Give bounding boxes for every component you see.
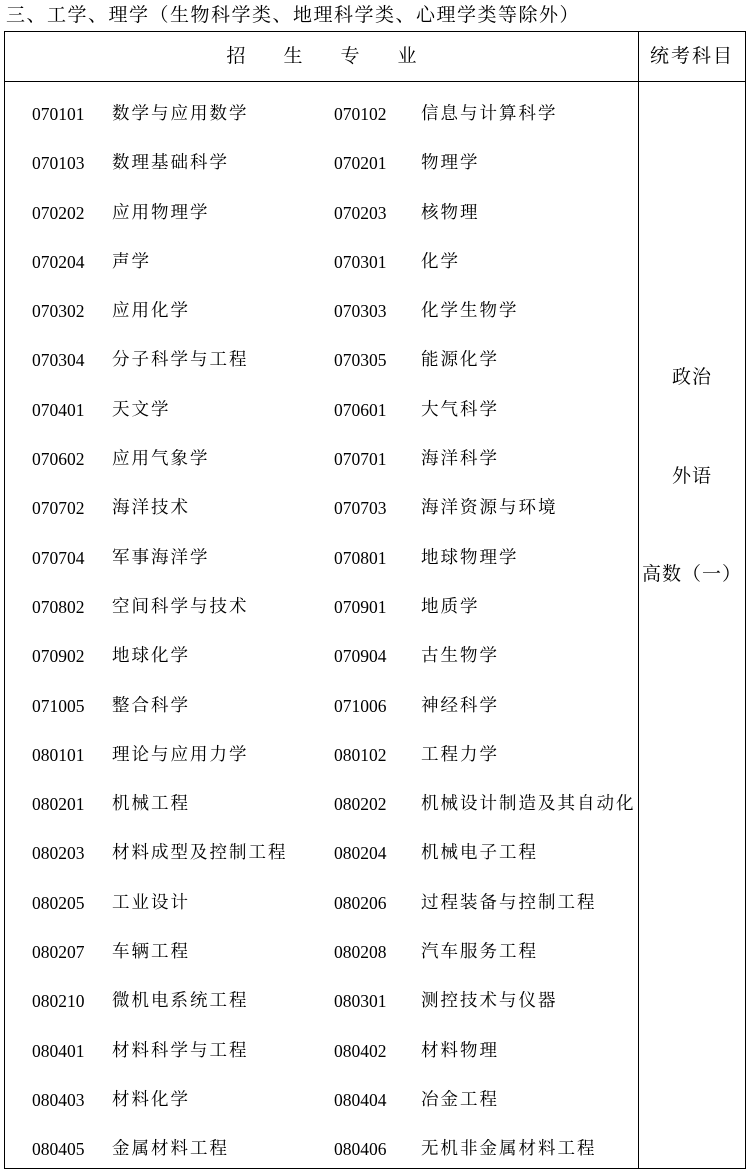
major-code: 080401 <box>32 1040 85 1061</box>
major-name: 无机非金属材料工程 <box>421 1139 597 1160</box>
major-name: 冶金工程 <box>421 1089 499 1110</box>
major-code: 070303 <box>334 301 387 322</box>
major-name: 应用物理学 <box>112 202 210 223</box>
major-name: 物理学 <box>421 153 480 174</box>
major-code: 080210 <box>32 991 85 1012</box>
exam-subjects <box>639 354 745 650</box>
major-code: 070202 <box>32 202 85 223</box>
major-name: 信息与计算科学 <box>421 104 558 124</box>
header-divider <box>5 81 745 82</box>
major-name: 地质学 <box>421 596 480 617</box>
major-name: 地球物理学 <box>421 547 519 568</box>
major-code: 071005 <box>32 695 85 716</box>
major-code: 080204 <box>334 843 387 864</box>
major-name: 能源化学 <box>421 350 499 371</box>
major-code: 070901 <box>334 596 387 617</box>
major-name: 神经科学 <box>421 695 499 716</box>
major-code: 080202 <box>334 794 387 815</box>
major-name: 车辆工程 <box>112 942 190 963</box>
header-major-label: 招生专业 <box>226 45 455 67</box>
major-code: 070301 <box>334 251 387 272</box>
major-code: 070701 <box>334 449 387 470</box>
major-code: 070305 <box>334 350 387 371</box>
major-code: 080101 <box>32 744 85 765</box>
major-code: 080404 <box>334 1089 387 1110</box>
table-row <box>5 977 638 1026</box>
table-row <box>5 90 638 139</box>
table-row <box>5 829 638 878</box>
table-row <box>5 189 638 238</box>
table-row <box>5 435 638 484</box>
major-code: 070704 <box>32 547 85 568</box>
table-row <box>5 386 638 435</box>
major-code: 080402 <box>334 1040 387 1061</box>
major-name: 金属材料工程 <box>112 1139 229 1160</box>
major-code: 080406 <box>334 1139 387 1160</box>
major-code: 070601 <box>334 399 387 420</box>
majors-list <box>5 90 638 1175</box>
major-code: 070102 <box>334 104 387 124</box>
major-name: 海洋技术 <box>112 498 190 519</box>
major-name: 应用气象学 <box>112 449 210 470</box>
major-code: 070904 <box>334 646 387 667</box>
major-code: 070302 <box>32 301 85 322</box>
table-row <box>5 1125 638 1174</box>
major-code: 080405 <box>32 1139 85 1160</box>
major-name: 化学 <box>421 251 460 272</box>
major-code: 080403 <box>32 1089 85 1110</box>
major-code: 080301 <box>334 991 387 1012</box>
major-name: 海洋科学 <box>421 449 499 470</box>
major-code: 070802 <box>32 596 85 617</box>
major-code: 080206 <box>334 892 387 913</box>
major-name: 理论与应用力学 <box>112 744 249 765</box>
table-row <box>5 534 638 583</box>
table-row <box>5 1076 638 1125</box>
major-name: 材料物理 <box>421 1040 499 1061</box>
major-code: 070702 <box>32 498 85 519</box>
table-row <box>5 682 638 731</box>
major-code: 070201 <box>334 153 387 174</box>
table-row <box>5 484 638 533</box>
major-name: 数理基础科学 <box>112 153 229 174</box>
table-row <box>5 336 638 385</box>
major-name: 海洋资源与环境 <box>421 498 558 519</box>
major-code: 080207 <box>32 942 85 963</box>
major-code: 080205 <box>32 892 85 913</box>
major-name: 微机电系统工程 <box>112 991 249 1012</box>
major-code: 070304 <box>32 350 85 371</box>
major-name: 机械设计制造及其自动化 <box>421 794 636 815</box>
header-exam: 统考科目 <box>649 45 734 67</box>
major-code: 080208 <box>334 942 387 963</box>
majors-table <box>4 31 746 1169</box>
major-name: 测控技术与仪器 <box>421 991 558 1012</box>
major-code: 070203 <box>334 202 387 223</box>
major-code: 080102 <box>334 744 387 765</box>
table-row <box>5 287 638 336</box>
major-code: 070103 <box>32 153 85 174</box>
exam-subject-math: 高数（一） <box>641 563 742 585</box>
major-name: 核物理 <box>421 202 480 223</box>
major-name: 整合科学 <box>112 695 190 716</box>
major-code: 070703 <box>334 498 387 519</box>
major-code: 070801 <box>334 547 387 568</box>
major-code: 070902 <box>32 646 85 667</box>
major-name: 分子科学与工程 <box>112 350 249 371</box>
major-name: 机械电子工程 <box>421 843 538 864</box>
major-name: 材料成型及控制工程 <box>112 843 288 864</box>
major-name: 过程装备与控制工程 <box>421 892 597 913</box>
major-code: 071006 <box>334 695 387 716</box>
major-name: 大气科学 <box>421 399 499 420</box>
table-row <box>5 879 638 928</box>
major-name: 天文学 <box>112 399 171 420</box>
header-major <box>5 32 638 81</box>
major-code: 070204 <box>32 251 85 272</box>
table-row <box>5 139 638 188</box>
table-row <box>5 238 638 287</box>
section-title: 三、工学、理学（生物科学类、地理科学类、心理学类等除外） <box>6 4 581 26</box>
major-name: 化学生物学 <box>421 301 519 322</box>
major-name: 地球化学 <box>112 646 190 667</box>
major-code: 080201 <box>32 794 85 815</box>
major-code: 080203 <box>32 843 85 864</box>
major-name: 工程力学 <box>421 744 499 765</box>
table-row <box>5 583 638 632</box>
major-name: 声学 <box>112 251 151 272</box>
major-name: 军事海洋学 <box>112 547 210 568</box>
table-row <box>5 780 638 829</box>
table-row <box>5 1027 638 1076</box>
exam-subject-foreign-language: 外语 <box>671 464 712 487</box>
major-name: 数学与应用数学 <box>112 104 249 124</box>
major-name: 材料科学与工程 <box>112 1040 249 1061</box>
major-name: 机械工程 <box>112 794 190 815</box>
major-name: 古生物学 <box>421 646 499 667</box>
major-name: 空间科学与技术 <box>112 596 249 617</box>
table-row <box>5 928 638 977</box>
major-code: 070101 <box>32 104 85 124</box>
major-code: 070401 <box>32 399 85 420</box>
exam-subject-politics: 政治 <box>671 366 712 388</box>
major-name: 应用化学 <box>112 301 190 322</box>
table-row <box>5 731 638 780</box>
major-code: 070602 <box>32 449 85 470</box>
major-name: 工业设计 <box>112 892 190 913</box>
table-row <box>5 632 638 681</box>
major-name: 材料化学 <box>112 1089 190 1110</box>
major-name: 汽车服务工程 <box>421 942 538 963</box>
